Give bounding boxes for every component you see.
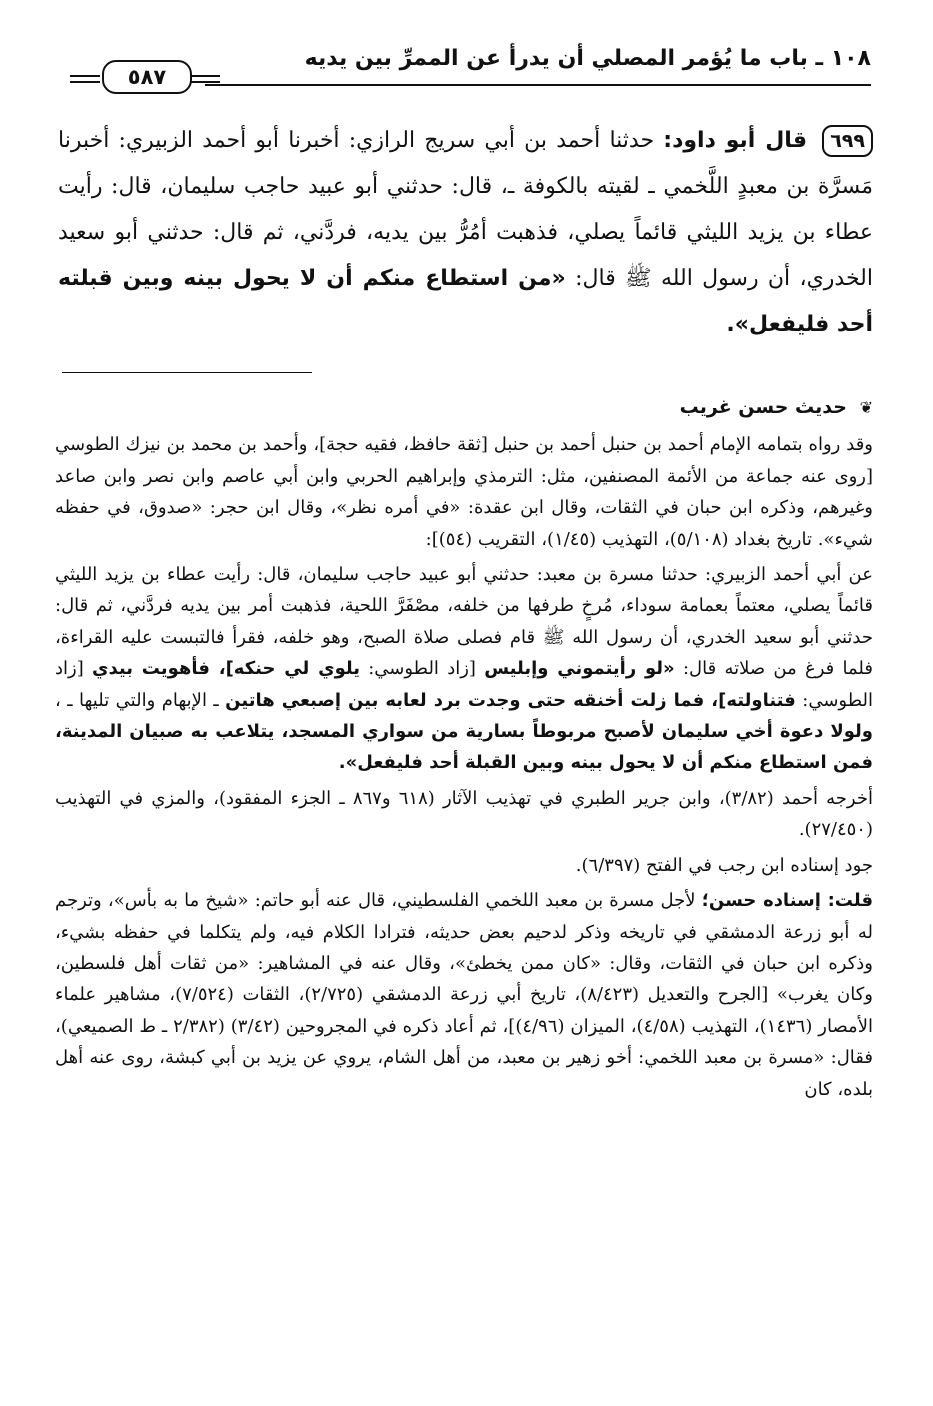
hadith-chain: حدثنا أحمد بن أبي سريج الرازي: أخبرنا أبو أحمد الزبيري: أخبرنا مَسرَّة بن معبدٍ اللَّخمي ـ لقيته بالكوفة ـ، قال: حدثني أبو عبيد حاجب سليمان، قال: رأيت عطاء بن يزيد الليثي قائماً يصلي، فذهبت أمُرُّ بين يديه، فردَّني، ثم قال: حدثني أبو سعيد الخدري، أن رسول الله ﷺ قال: xyxy=(58,128,873,291)
commentary xyxy=(55,392,873,1109)
bold-run: «لو رأيتموني وإبليس xyxy=(484,658,675,680)
footnote-separator xyxy=(62,372,312,373)
bold-run: يلوي لي حنكه]، فأهويت بيدي xyxy=(92,658,360,680)
page-header xyxy=(70,40,871,90)
page-number: ٥٨٧ xyxy=(102,60,192,94)
bold-run: قلت: إسناده حسن؛ xyxy=(701,890,873,912)
hadith-speaker: قال أبو داود: xyxy=(663,128,807,153)
text-run: ـ الإبهام والتي تليها ـ ، xyxy=(55,689,219,711)
running-title: ١٠٨ ـ باب ما يُؤمر المصلي أن يدرأ عن الممرِّ بين يديه xyxy=(304,46,871,71)
commentary-paragraph: جود إسناده ابن رجب في الفتح (٦/٣٩٧). xyxy=(575,854,873,876)
commentary-paragraph: أخرجه أحمد (٣/٨٢)، وابن جرير الطبري في تهذيب الآثار (٦١٨ و٨٦٧ ـ الجزء المفقود)، والمزي في التهذيب (٢٧/٤٥٠). xyxy=(55,787,873,841)
ornament-line-right xyxy=(190,75,220,83)
hadith-matn: «من استطاع منكم أن لا يحول بينه وبين قبلته أحد فليفعل». xyxy=(58,266,873,337)
hadith-text xyxy=(58,118,873,348)
text-run: [زاد الطوسي: xyxy=(55,658,873,711)
grade-label: حديث حسن غريب xyxy=(679,396,847,418)
text-run: [زاد الطوسي: xyxy=(368,658,476,680)
hadith-number: ٦٩٩ xyxy=(822,125,873,157)
ornament-line-left xyxy=(70,75,100,83)
bold-run: ولولا دعوة أخي سليمان لأصبح مربوطاً بسارية من سواري المسجد، يتلاعب به صبيان المدينة، فمن استطاع منكم أن لا يحول بينه وبين القبلة أحد فليفعل». xyxy=(55,721,873,774)
bold-run: فتناولته]، فما زلت أخنقه حتى وجدت برد لعابه بين إصبعي هاتين xyxy=(225,689,796,711)
hadith-grade xyxy=(55,392,873,423)
commentary-paragraph xyxy=(55,559,873,779)
commentary-paragraph: وقد رواه بتمامه الإمام أحمد بن حنبل أحمد بن حنبل [ثقة حافظ، فقيه حجة]، وأحمد بن محمد بن نيزك الطوسي [روى عنه جماعة من الأئمة المصنفين، مثل: الترمذي وإبراهيم الحربي وابن أبي عاصم وابن نصر وابن صاعد وغيرهم، وذكره ابن حبان في الثقات، وقال ابن عقدة: «في أمره نظر»، وقال ابن حجر: «صدوق، في حفظه شيء». تاريخ بغداد (٥/١٠٨)، التهذيب (١/٤٥)، التقريب (٥٤)]: xyxy=(55,434,873,550)
text-run: لأجل مسرة بن معبد اللخمي الفلسطيني، قال عنه أبو حاتم: «شيخ ما به بأس»، وترجم له أبو زرعة الدمشقي في تاريخه وذكر لدحيم بعض حديثه، فترادا الكلام فيه، ولم يتكلما في حفظه بشيء، وذكره ابن حبان في الثقات، وقال: «كان ممن يخطئ»، وقال عنه في المشاهير: «من ثقات أهل فلسطين، وكان يغرب» [الجرح والتعديل (٨/٤٢٣)، تاريخ أبي زرعة الدمشقي (٢/٧٢٥)، الثقات (٧/٥٢٤)، مشاهير علماء الأمصار (١٤٣٦)، التهذيب (٤/٥٨)، الميزان (٤/٩٦)]، ثم أعاد ذكره في المجروحين (٣/٤٢) (٢/٣٨٢ ـ ط الصميعي)، فقال: «مسرة بن معبد اللخمي: أخو زهير بن معبد، من أهل الشام، يروي عن يزيد بن أبي كبشة، روى عنه أهل بلده، كان xyxy=(55,890,874,1100)
book-ornament-icon: ❦ xyxy=(859,398,873,417)
commentary-paragraph xyxy=(55,885,873,1105)
text-run: عن أبي أحمد الزبيري: حدثنا مسرة بن معبد: حدثني أبو عبيد حاجب سليمان، قال: رأيت عطاء بن يزيد الليثي قائماً يصلي، معتماً بعمامة سوداء، مُرخٍ طرفها من خلفه، مصْفَرَّ اللحية، فذهبت أمر بين يديه فردَّني، ثم قال: حدثني أبو سعيد الخدري، أن رسول الله ﷺ قام فصلى صلاة الصبح، وهو خلفه، فقرأ فالتبست عليه القراءة، فلما فرغ من صلاته قال: xyxy=(55,564,873,680)
header-rule xyxy=(205,84,871,86)
page-number-frame xyxy=(70,60,220,92)
